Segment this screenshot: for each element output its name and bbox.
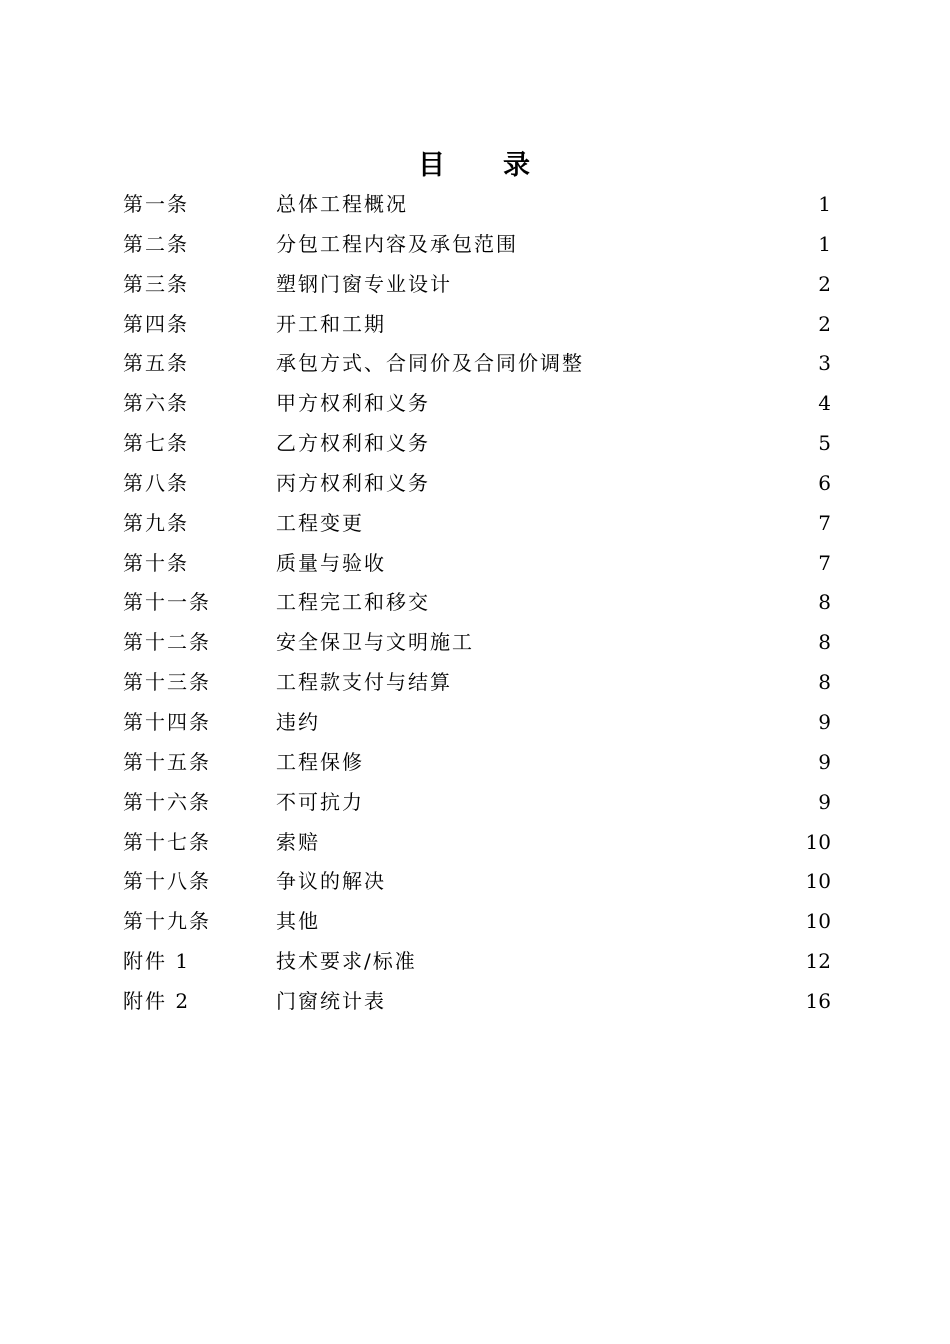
toc-entry-page-number: 16 — [805, 988, 831, 1013]
toc-entry-page-number: 10 — [805, 829, 831, 854]
toc-entry-number: 第八条 — [123, 470, 189, 495]
toc-entry-page-number: 6 — [818, 470, 831, 495]
toc-entry[interactable] — [123, 464, 831, 504]
toc-entry-number: 附件 2 — [123, 988, 191, 1013]
toc-entry-page-number: 10 — [805, 909, 831, 934]
toc-entry-number: 第一条 — [123, 192, 189, 216]
toc-entry-title: 总体工程概况 — [276, 192, 408, 216]
toc-entry[interactable] — [123, 743, 831, 783]
toc-entry-page-number: 2 — [818, 271, 831, 296]
toc-entry[interactable] — [123, 544, 831, 584]
toc-entry[interactable] — [123, 305, 831, 345]
toc-entry-title: 工程完工和移交 — [276, 590, 430, 615]
toc-entry-number: 第十二条 — [123, 630, 211, 655]
toc-entry-title: 安全保卫与文明施工 — [276, 630, 474, 655]
toc-entry[interactable] — [123, 942, 831, 982]
toc-entry-number: 第二条 — [123, 231, 189, 256]
toc-entry-page-number: 9 — [818, 749, 831, 774]
toc-entry-title: 乙方权利和义务 — [276, 431, 430, 456]
toc-entry-page-number: 8 — [818, 670, 831, 695]
toc-entry-title: 分包工程内容及承包范围 — [276, 231, 518, 256]
toc-entry-page-number: 5 — [818, 431, 831, 456]
toc-entry-page-number: 1 — [818, 192, 831, 216]
toc-entry[interactable] — [123, 862, 831, 902]
toc-entry-title: 工程变更 — [276, 510, 364, 535]
toc-entry[interactable] — [123, 623, 831, 663]
toc-entry-page-number: 4 — [818, 391, 831, 416]
toc-entry-title: 甲方权利和义务 — [276, 391, 430, 416]
toc-entry-title: 塑钢门窗专业设计 — [276, 271, 452, 296]
toc-entry-number: 第十六条 — [123, 789, 211, 814]
toc-entry-number: 第九条 — [123, 510, 189, 535]
toc-entry-page-number: 12 — [805, 949, 831, 974]
toc-entry-title: 其他 — [276, 909, 320, 934]
toc-entry[interactable] — [123, 424, 831, 464]
toc-title — [0, 146, 950, 186]
toc-list — [123, 185, 831, 1022]
toc-entry-title: 索赔 — [276, 829, 320, 854]
toc-entry[interactable] — [123, 265, 831, 305]
toc-entry-title: 争议的解决 — [276, 869, 386, 894]
toc-entry-page-number: 7 — [818, 510, 831, 535]
toc-entry-title: 质量与验收 — [276, 550, 386, 575]
toc-entry-title: 技术要求/标准 — [276, 949, 417, 974]
toc-entry-number: 第三条 — [123, 271, 189, 296]
toc-entry-page-number: 1 — [818, 231, 831, 256]
toc-entry-number: 第七条 — [123, 431, 189, 456]
toc-entry-page-number: 8 — [818, 630, 831, 655]
toc-entry-page-number: 8 — [818, 590, 831, 615]
toc-entry-number: 第十五条 — [123, 749, 211, 774]
toc-entry-title: 不可抗力 — [276, 789, 364, 814]
toc-entry[interactable] — [123, 583, 831, 623]
toc-entry-number: 第十一条 — [123, 590, 211, 615]
toc-entry-number: 第十三条 — [123, 670, 211, 695]
toc-entry[interactable] — [123, 384, 831, 424]
toc-entry-page-number: 3 — [818, 351, 831, 376]
toc-entry[interactable] — [123, 344, 831, 384]
toc-entry-number: 第四条 — [123, 311, 189, 336]
toc-entry-title: 违约 — [276, 709, 320, 734]
toc-entry-number: 附件 1 — [123, 949, 191, 974]
toc-entry[interactable] — [123, 982, 831, 1022]
toc-entry[interactable] — [123, 504, 831, 544]
toc-entry-title: 丙方权利和义务 — [276, 470, 430, 495]
toc-entry-number: 第十八条 — [123, 869, 211, 894]
toc-entry-number: 第十七条 — [123, 829, 211, 854]
toc-entry[interactable] — [123, 783, 831, 823]
toc-entry-title: 承包方式、合同价及合同价调整 — [276, 351, 584, 376]
toc-entry[interactable] — [123, 185, 831, 225]
toc-entry-number: 第五条 — [123, 351, 189, 376]
toc-entry-page-number: 9 — [818, 709, 831, 734]
toc-title-char-2: 录 — [503, 150, 532, 181]
toc-entry-number: 第六条 — [123, 391, 189, 416]
toc-entry-title: 工程款支付与结算 — [276, 670, 452, 695]
toc-entry-number: 第十九条 — [123, 909, 211, 934]
toc-entry-title: 门窗统计表 — [276, 988, 386, 1013]
toc-entry[interactable] — [123, 823, 831, 863]
toc-entry[interactable] — [123, 902, 831, 942]
toc-entry[interactable] — [123, 703, 831, 743]
toc-entry-number: 第十条 — [123, 550, 189, 575]
toc-entry-page-number: 7 — [818, 550, 831, 575]
toc-entry-title: 工程保修 — [276, 749, 364, 774]
toc-title-char-1: 目 — [418, 150, 447, 181]
toc-entry[interactable] — [123, 225, 831, 265]
toc-entry-page-number: 2 — [818, 311, 831, 336]
toc-entry-page-number: 9 — [818, 789, 831, 814]
toc-entry-page-number: 10 — [805, 869, 831, 894]
toc-entry-title: 开工和工期 — [276, 311, 386, 336]
toc-entry-number: 第十四条 — [123, 709, 211, 734]
toc-entry[interactable] — [123, 663, 831, 703]
